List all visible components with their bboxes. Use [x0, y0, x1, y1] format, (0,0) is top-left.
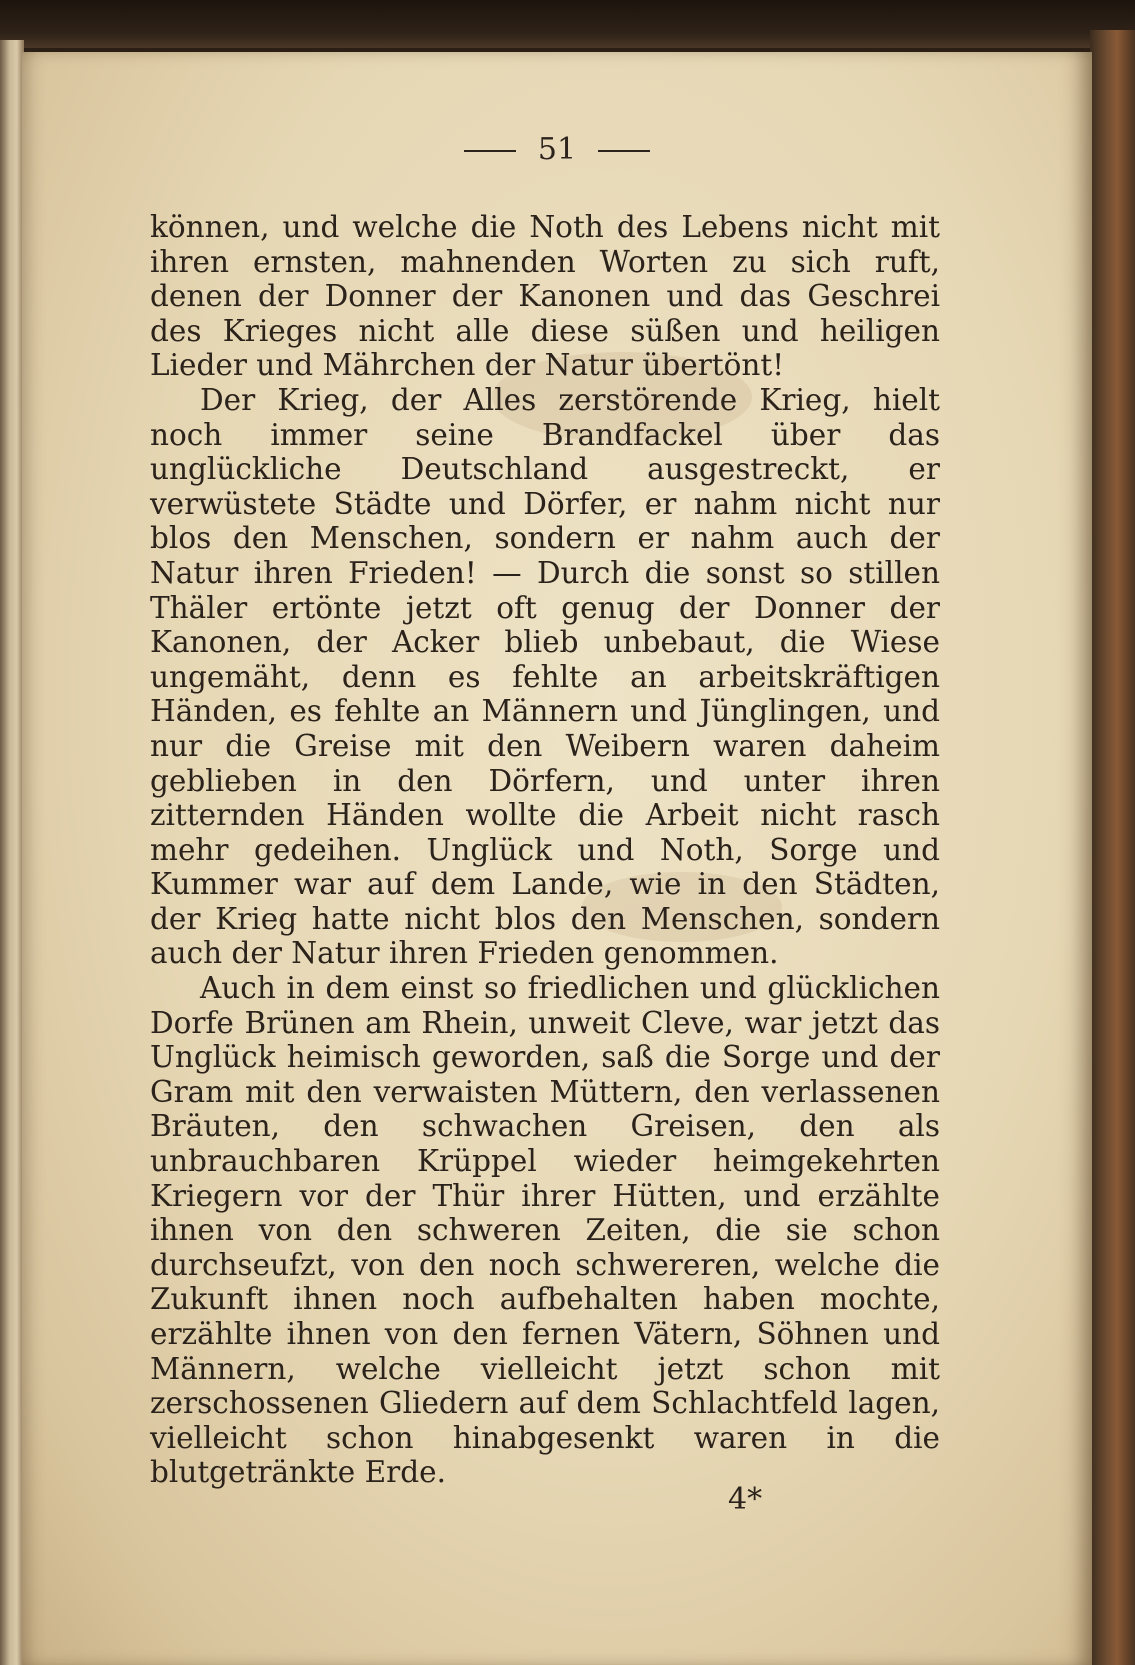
signature-mark: 4*: [728, 1482, 763, 1517]
page-number: 51: [537, 132, 577, 167]
book-cover-edge: [1090, 30, 1135, 1665]
body-text: [150, 210, 940, 1490]
header-dash-right: [598, 150, 650, 152]
book-page: [22, 52, 1092, 1665]
page-header: [22, 132, 1092, 167]
binding-top-edge: [0, 0, 1135, 48]
paragraph-continued: können, und welche die Noth des Lebens nicht mit ihren ernsten, mahnenden Worten zu sich ruft, denen der Donner der Kanonen und das Geschrei des Krieges nicht alle diese süßen und heiligen Lieder und Mährchen der Natur übertönt!: [150, 210, 940, 383]
paragraph: Auch in dem einst so friedlichen und glücklichen Dorfe Brünen am Rhein, unweit Cleve, war jetzt das Unglück heimisch geworden, saß die Sorge und der Gram mit den verwaisten Müttern, den verlassenen Bräuten, den schwachen Greisen, den als unbrauchbaren Krüppel wieder heimgekehrten Kriegern vor der Thür ihrer Hütten, und erzählte ihnen von den schweren Zeiten, die sie schon durchseufzt, von den noch schwereren, welche die Zukunft ihnen noch aufbehalten haben mochte, erzählte ihnen von den fernen Vätern, Söhnen und Männern, welche vielleicht jetzt schon mit zerschossenen Gliedern auf dem Schlachtfeld lagen, vielleicht schon hinabgesenkt waren in die blutgetränkte Erde.: [150, 971, 940, 1490]
paragraph: Der Krieg, der Alles zerstörende Krieg, hielt noch immer seine Brandfackel über das unglückliche Deutschland ausgestreckt, er verwüstete Städte und Dörfer, er nahm nicht nur blos den Menschen, sondern er nahm auch der Natur ihren Frieden! — Durch die sonst so stillen Thäler ertönte jetzt oft genug der Donner der Kanonen, der Acker blieb unbebaut, die Wiese ungemäht, denn es fehlte an arbeitskräftigen Händen, es fehlte an Männern und Jünglingen, und nur die Greise mit den Weibern waren daheim geblieben in den Dörfern, und unter ihren zitternden Händen wollte die Arbeit nicht rasch mehr gedeihen. Unglück und Noth, Sorge und Kummer war auf dem Lande, wie in den Städten, der Krieg hatte nicht blos den Menschen, sondern auch der Natur ihren Frieden genommen.: [150, 382, 940, 971]
header-dash-left: [464, 150, 516, 152]
facing-page-edge: [0, 40, 24, 1665]
